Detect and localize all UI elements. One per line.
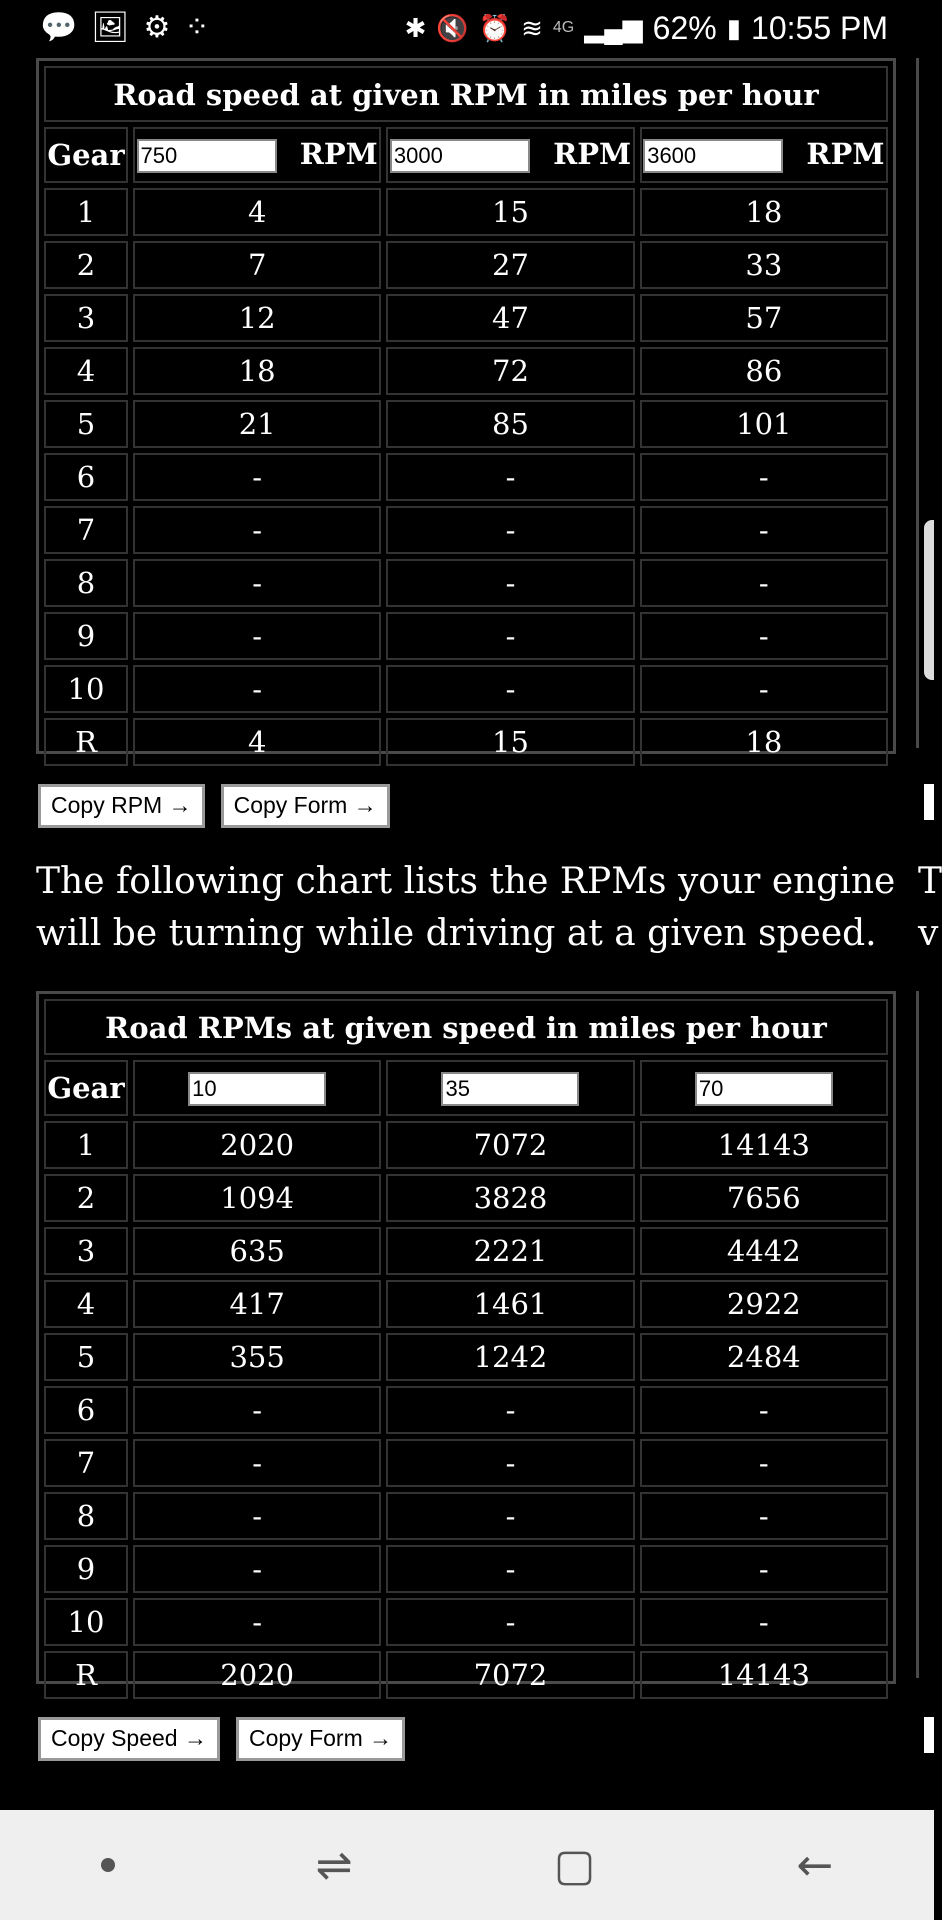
rpm-label: RPM — [299, 137, 378, 171]
value-cell: - — [640, 1545, 888, 1593]
value-cell: 1461 — [386, 1280, 634, 1328]
value-cell: 4 — [133, 188, 381, 236]
value-cell: 7072 — [386, 1651, 634, 1699]
table-row — [44, 665, 888, 713]
table-row — [44, 506, 888, 554]
value-cell: 1094 — [133, 1174, 381, 1222]
network-type: 4G — [552, 19, 575, 36]
table-row — [44, 1598, 888, 1646]
back-icon[interactable]: ← — [796, 1839, 834, 1891]
value-cell: 12 — [133, 294, 381, 342]
table-row — [44, 1545, 888, 1593]
gear-cell: 3 — [44, 1227, 128, 1275]
gear-header: Gear — [44, 1060, 128, 1116]
value-cell: - — [640, 1386, 888, 1434]
app-grid-icon: ⁘ — [184, 11, 210, 44]
value-cell: 2484 — [640, 1333, 888, 1381]
table-row — [44, 1333, 888, 1381]
value-cell: 14143 — [640, 1651, 888, 1699]
table2-buttons — [38, 1717, 405, 1761]
clipped-button-edge[interactable] — [924, 784, 934, 820]
table-row — [44, 241, 888, 289]
rpm-label: RPM — [553, 137, 632, 171]
value-cell: - — [640, 1439, 888, 1487]
clock: 10:55 PM — [751, 9, 888, 46]
value-cell: 85 — [386, 400, 634, 448]
speed-input-cell-2 — [386, 1060, 634, 1116]
gear-cell: 6 — [44, 1386, 128, 1434]
navigation-bar — [0, 1810, 934, 1920]
gear-cell: 3 — [44, 294, 128, 342]
rpm-input-2[interactable] — [390, 139, 530, 173]
value-cell: - — [133, 665, 381, 713]
clipped-text-edge: T — [918, 861, 942, 902]
value-cell: - — [133, 1598, 381, 1646]
wifi-icon: ≋ — [521, 12, 543, 43]
gear-cell: R — [44, 718, 128, 766]
value-cell: - — [386, 506, 634, 554]
table-row — [44, 718, 888, 766]
battery-percent: 62% — [652, 9, 717, 46]
value-cell: - — [386, 453, 634, 501]
value-cell: - — [640, 612, 888, 660]
value-cell: - — [640, 665, 888, 713]
value-cell: - — [133, 1545, 381, 1593]
table-row — [44, 400, 888, 448]
road-rpm-table — [39, 994, 893, 1704]
value-cell: 47 — [386, 294, 634, 342]
value-cell: - — [133, 1492, 381, 1540]
gear-cell: 1 — [44, 188, 128, 236]
table-row — [44, 612, 888, 660]
table-row — [44, 1492, 888, 1540]
value-cell: - — [640, 453, 888, 501]
value-cell: 635 — [133, 1227, 381, 1275]
value-cell: 101 — [640, 400, 888, 448]
gear-cell: 8 — [44, 559, 128, 607]
table-row — [44, 1227, 888, 1275]
bluetooth-icon: ✱ — [404, 12, 427, 43]
value-cell: 27 — [386, 241, 634, 289]
rpm-input-3[interactable] — [643, 139, 783, 173]
recents-dot-icon[interactable] — [101, 1858, 115, 1872]
table-row — [44, 347, 888, 395]
table-row — [44, 294, 888, 342]
value-cell: 86 — [640, 347, 888, 395]
value-cell: 33 — [640, 241, 888, 289]
value-cell: - — [386, 1386, 634, 1434]
gear-header: Gear — [44, 127, 128, 183]
road-speed-table — [39, 61, 893, 771]
rpm-input-cell-2 — [386, 127, 634, 183]
notification-icons — [0, 13, 210, 43]
value-cell: - — [386, 1545, 634, 1593]
value-cell: 21 — [133, 400, 381, 448]
value-cell: 4 — [133, 718, 381, 766]
value-cell: 1242 — [386, 1333, 634, 1381]
home-icon[interactable]: ▢ — [553, 1839, 596, 1891]
value-cell: 14143 — [640, 1121, 888, 1169]
speed-rpm-panel — [36, 991, 896, 1692]
rpm-speed-panel — [36, 58, 896, 759]
table-row — [44, 188, 888, 236]
rpm-input-1[interactable] — [137, 139, 277, 173]
value-cell: - — [133, 612, 381, 660]
speed-input-cell-1 — [133, 1060, 381, 1116]
copy-rpm-button[interactable]: Copy RPM → — [38, 784, 205, 828]
value-cell: 15 — [386, 188, 634, 236]
value-cell: - — [133, 559, 381, 607]
signal-icon: ▂▄▆ — [584, 12, 643, 43]
table-row — [44, 1174, 888, 1222]
value-cell: 18 — [640, 188, 888, 236]
gear-cell: 6 — [44, 453, 128, 501]
table1-buttons — [38, 784, 390, 828]
rpm-input-cell-1 — [133, 127, 381, 183]
table-row — [44, 1280, 888, 1328]
copy-form-button[interactable]: Copy Form → — [236, 1717, 405, 1761]
gear-cell: 4 — [44, 1280, 128, 1328]
rpm-input-cell-3 — [640, 127, 888, 183]
value-cell: - — [386, 665, 634, 713]
value-cell: 72 — [386, 347, 634, 395]
clipped-panel-edge — [916, 991, 939, 1678]
value-cell: 4442 — [640, 1227, 888, 1275]
table-row — [44, 453, 888, 501]
gear-cell: R — [44, 1651, 128, 1699]
value-cell: 7 — [133, 241, 381, 289]
value-cell: 7656 — [640, 1174, 888, 1222]
gear-cell: 10 — [44, 1598, 128, 1646]
value-cell: - — [133, 506, 381, 554]
table-row — [44, 1386, 888, 1434]
alarm-icon: ⏰ — [478, 12, 512, 43]
table-row — [44, 1651, 888, 1699]
gear-cell: 2 — [44, 1174, 128, 1222]
gallery-icon: 🖼 — [91, 11, 130, 44]
value-cell: 2221 — [386, 1227, 634, 1275]
scroll-handle[interactable] — [924, 520, 934, 680]
value-cell: 3828 — [386, 1174, 634, 1222]
battery-icon: ▮ — [726, 12, 742, 43]
clipped-text-edge: v — [918, 913, 939, 954]
value-cell: - — [640, 1598, 888, 1646]
speed-input-cell-3 — [640, 1060, 888, 1116]
value-cell: 417 — [133, 1280, 381, 1328]
copy-form-button[interactable]: Copy Form → — [221, 784, 390, 828]
table-row — [44, 1121, 888, 1169]
value-cell: - — [640, 559, 888, 607]
chart-description: The following chart lists the RPMs your engine will be turning while driving at a given speed. — [36, 861, 896, 954]
value-cell: - — [133, 453, 381, 501]
gear-cell: 9 — [44, 612, 128, 660]
gear-cell: 10 — [44, 665, 128, 713]
value-cell: - — [386, 559, 634, 607]
value-cell: - — [386, 1492, 634, 1540]
mute-icon: 🔇 — [436, 12, 469, 43]
gear-cell: 9 — [44, 1545, 128, 1593]
value-cell: - — [386, 612, 634, 660]
speed-input-2[interactable] — [441, 1072, 579, 1106]
value-cell: - — [640, 506, 888, 554]
value-cell: - — [640, 1492, 888, 1540]
value-cell: 7072 — [386, 1121, 634, 1169]
system-icons — [405, 10, 934, 47]
speed-input-3[interactable] — [695, 1072, 833, 1106]
value-cell: - — [386, 1598, 634, 1646]
gear-cell: 7 — [44, 1439, 128, 1487]
value-cell: 15 — [386, 718, 634, 766]
table-row — [44, 559, 888, 607]
road-speed-caption: Road speed at given RPM in miles per hour — [44, 66, 888, 122]
status-bar — [0, 0, 934, 56]
gear-cell: 1 — [44, 1121, 128, 1169]
rpm-label: RPM — [806, 137, 885, 171]
gear-cell: 8 — [44, 1492, 128, 1540]
speed-input-1[interactable] — [188, 1072, 326, 1106]
table-row — [44, 1439, 888, 1487]
gear-cell: 2 — [44, 241, 128, 289]
recent-apps-icon[interactable]: ⇌ — [315, 1839, 353, 1891]
copy-speed-button[interactable]: Copy Speed → — [38, 1717, 220, 1761]
value-cell: - — [133, 1386, 381, 1434]
value-cell: - — [133, 1439, 381, 1487]
value-cell: 2922 — [640, 1280, 888, 1328]
clipped-button-edge[interactable] — [924, 1717, 934, 1753]
value-cell: - — [386, 1439, 634, 1487]
value-cell: 2020 — [133, 1651, 381, 1699]
gear-cell: 5 — [44, 400, 128, 448]
value-cell: 355 — [133, 1333, 381, 1381]
settings-icon: ⚙ — [143, 11, 171, 44]
value-cell: 2020 — [133, 1121, 381, 1169]
gear-cell: 7 — [44, 506, 128, 554]
gear-cell: 5 — [44, 1333, 128, 1381]
value-cell: 57 — [640, 294, 888, 342]
messenger-icon: 💬 — [40, 11, 78, 44]
value-cell: 18 — [640, 718, 888, 766]
gear-cell: 4 — [44, 347, 128, 395]
road-rpm-caption: Road RPMs at given speed in miles per hour — [44, 999, 888, 1055]
value-cell: 18 — [133, 347, 381, 395]
